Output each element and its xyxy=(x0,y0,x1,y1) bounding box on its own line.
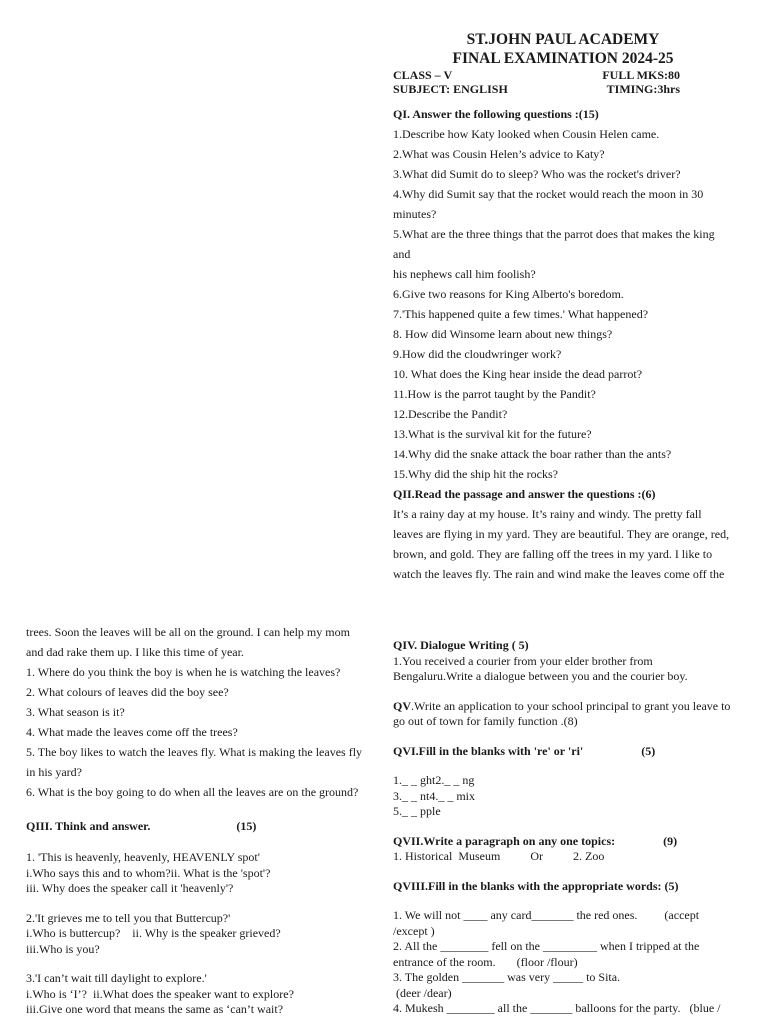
q7-heading xyxy=(393,834,733,850)
q2-question: 2. What colours of leaves did the boy see? xyxy=(26,685,229,699)
q2-passage xyxy=(393,504,733,584)
top-right-column xyxy=(393,30,733,584)
q2-heading: QII.Read the passage and answer the questions :(6) xyxy=(393,487,656,501)
passage-line: trees. Soon the leaves will be all on the ground. I can help my mom xyxy=(26,625,350,639)
q2-question: in his yard? xyxy=(26,765,82,779)
q1-item: 9.How did the cloudwringer work? xyxy=(393,347,562,361)
q2-question: 6. What is the boy going to do when all the leaves are on the ground? xyxy=(26,785,359,799)
q8-line: 3. The golden _______ was very _____ to Sita. xyxy=(393,970,621,984)
q1-item: 12.Describe the Pandit? xyxy=(393,407,508,421)
q1-heading: QI. Answer the following questions :(15) xyxy=(393,107,599,121)
q3-block xyxy=(26,911,366,958)
q8-line: 4. Mukesh ________ all the _______ balloons for the party. (blue / xyxy=(393,1001,721,1015)
q8-line: entrance of the room. (floor /flour) xyxy=(393,954,578,969)
q4-line: 1.You received a courier from your elder brother from xyxy=(393,653,653,668)
q1-item: 3.What did Sumit do to sleep? Who was the rocket's driver? xyxy=(393,167,681,181)
q3-marks: (15) xyxy=(236,819,257,833)
q8-line: 1. We will not ____ any card_______ the red ones. (accept xyxy=(393,908,700,922)
q4-line: Bengaluru.Write a dialogue between you and the courier boy. xyxy=(393,669,688,683)
q8-heading: QVIII.Fill in the blanks with the appropriate words: (5) xyxy=(393,878,679,893)
q3-line: iii. Why does the speaker call it 'heavenly'? xyxy=(26,881,234,895)
q7-topics: 1. Historical Museum Or 2. Zoo xyxy=(393,849,605,863)
q1-item: 5.What are the three things that the parrot does that makes the king and xyxy=(393,227,715,261)
q3-title: QIII. Think and answer. xyxy=(26,819,151,833)
q6-line: 1._ _ ght2._ _ ng xyxy=(393,773,475,787)
q3-block xyxy=(26,850,366,897)
q5-text: .Write an application to your school principal to grant you leave to xyxy=(411,698,731,713)
school-name: ST.JOHN PAUL ACADEMY xyxy=(466,31,660,48)
q1-list xyxy=(393,124,733,484)
q3-line: i.Who is ‘I’? ii.What does the speaker want to explore? xyxy=(26,986,294,1001)
q1-item: 15.Why did the ship hit the rocks? xyxy=(393,467,558,481)
exam-meta-row-2 xyxy=(393,82,680,96)
q6-title: QVI.Fill in the blanks with 're' or 'ri' xyxy=(393,743,584,758)
passage-line: It’s a rainy day at my house. It’s rainy and windy. The pretty fall xyxy=(393,507,702,521)
q3-line: 2.'It grieves me to tell you that Buttercup?' xyxy=(26,910,231,925)
q1-item: 8. How did Winsome learn about new things? xyxy=(393,327,613,341)
bottom-right-column xyxy=(393,638,733,1017)
q1-item: his nephews call him foolish? xyxy=(393,267,536,281)
q1-item: minutes? xyxy=(393,207,437,221)
q6-line: 3._ _ nt4._ _ mix xyxy=(393,788,476,803)
q3-line: iii.Who is you? xyxy=(26,941,100,956)
q8-line: 2. All the ________ fell on the _________ when I tripped at the xyxy=(393,939,700,953)
exam-title: FINAL EXAMINATION 2024-25 xyxy=(452,50,674,67)
q1-item: 6.Give two reasons for King Alberto's boredom. xyxy=(393,287,624,301)
q2-question: 5. The boy likes to watch the leaves fly. What is making the leaves fly xyxy=(26,745,363,759)
passage-line: brown, and gold. They are falling off the trees in my yard. I like to xyxy=(393,547,713,561)
q6-marks: (5) xyxy=(641,743,656,758)
q7-marks: (9) xyxy=(663,833,678,848)
q5-line: go out of town for family function .(8) xyxy=(393,714,578,728)
bottom-left-column xyxy=(26,622,366,1018)
exam-meta-row-1 xyxy=(393,68,680,82)
q5-label: QV xyxy=(393,698,411,713)
q6-line: 5._ _ pple xyxy=(393,804,441,818)
q6-heading xyxy=(393,744,733,760)
q3-block xyxy=(26,971,366,1018)
q1-item: 14.Why did the snake attack the boar rather than the ants? xyxy=(393,447,672,461)
class-label: CLASS – V xyxy=(393,68,453,82)
q1-item: 7.'This happened quite a few times.' What happened? xyxy=(393,307,649,321)
q1-item: 2.What was Cousin Helen’s advice to Katy? xyxy=(393,147,605,161)
q3-line: iii.Give one word that means the same as ‘can’t wait? xyxy=(26,1002,284,1016)
timing-label: TIMING:3hrs xyxy=(606,82,680,96)
q4-heading: QIV. Dialogue Writing ( 5) xyxy=(393,638,529,652)
q3-line: 1. 'This is heavenly, heavenly, HEAVENLY spot' xyxy=(26,850,260,864)
q2-question: 4. What made the leaves come off the trees? xyxy=(26,725,238,739)
q3-line: i.Who says this and to whom?ii. What is the 'spot'? xyxy=(26,865,271,880)
q1-item: 13.What is the survival kit for the future? xyxy=(393,427,592,441)
q1-item: 11.How is the parrot taught by the Pandit? xyxy=(393,387,596,401)
q3-line: i.Who is buttercup? ii. Why is the speaker grieved? xyxy=(26,926,281,940)
q1-item: 4.Why did Sumit say that the rocket would reach the moon in 30 xyxy=(393,187,704,201)
full-marks-label: FULL MKS:80 xyxy=(602,68,680,82)
passage-line: watch the leaves fly. The rain and wind make the leaves come off the xyxy=(393,567,725,581)
q5-line xyxy=(393,699,733,715)
q3-heading xyxy=(26,816,366,836)
q1-item: 10. What does the King hear inside the dead parrot? xyxy=(393,367,643,381)
q8-line: (deer /dear) xyxy=(393,985,452,1000)
q8-line: /except ) xyxy=(393,923,435,938)
passage-line: leaves are flying in my yard. They are beautiful. They are orange, red, xyxy=(393,527,730,541)
q2-question: 1. Where do you think the boy is when he is watching the leaves? xyxy=(26,665,341,679)
q1-item: 1.Describe how Katy looked when Cousin Helen came. xyxy=(393,127,660,141)
q2-question: 3. What season is it? xyxy=(26,705,125,719)
subject-label: SUBJECT: ENGLISH xyxy=(393,82,508,96)
passage-line: and dad rake them up. I like this time of year. xyxy=(26,645,244,659)
q7-title: QVII.Write a paragraph on any one topics: xyxy=(393,833,616,848)
q3-line: 3.'I can’t wait till daylight to explore.' xyxy=(26,971,207,985)
